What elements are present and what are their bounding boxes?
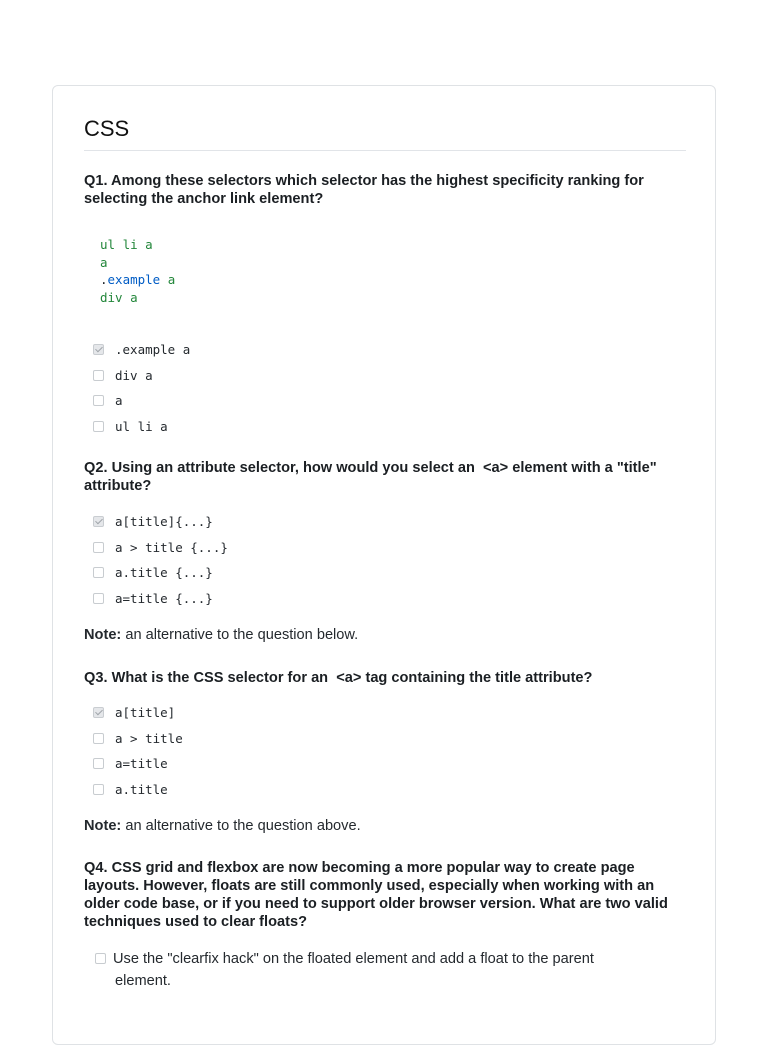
option-q1-1[interactable]: [93, 337, 190, 363]
code-class: example: [107, 272, 161, 288]
question-inline-code: <a>: [336, 670, 362, 686]
option-q2-2[interactable]: [93, 535, 228, 561]
page-title: CSS: [84, 116, 686, 151]
code-line: [100, 271, 175, 289]
option-q3-4[interactable]: [93, 777, 183, 803]
option-label-continued: element.: [115, 973, 171, 989]
note-bold: Note:: [84, 818, 122, 834]
option-q2-3[interactable]: [93, 560, 228, 586]
question-inline-code: <a>: [482, 460, 509, 476]
code-block-q1: [100, 236, 175, 306]
code-rest: a: [160, 272, 176, 288]
code-dot: .: [100, 272, 108, 288]
option-label: a: [115, 393, 123, 409]
option-q3-1[interactable]: [93, 700, 183, 726]
checkbox[interactable]: [93, 784, 104, 795]
checkbox[interactable]: [93, 567, 104, 578]
note-text: an alternative to the question below.: [121, 627, 359, 643]
checkbox[interactable]: [93, 395, 104, 406]
option-q3-2[interactable]: [93, 726, 183, 752]
question-text: tag containing the title attribute?: [365, 670, 593, 686]
option-label: div a: [115, 367, 153, 383]
option-label: a > title {...}: [115, 539, 228, 555]
options-q2: [93, 509, 228, 611]
checkbox-checked[interactable]: [93, 516, 104, 527]
checkbox[interactable]: [93, 421, 104, 432]
note-1: [84, 627, 358, 643]
checkbox-checked[interactable]: [93, 344, 104, 355]
option-label: ul li a: [115, 419, 168, 435]
option-label: a.title {...}: [115, 565, 213, 581]
option-q1-2[interactable]: [93, 363, 190, 389]
checkbox[interactable]: [95, 953, 106, 964]
option-q1-4[interactable]: [93, 414, 190, 440]
question-text: Q2. Using an attribute selector, how would you select an: [84, 460, 475, 476]
quiz-card: [52, 85, 716, 1045]
checkbox[interactable]: [93, 593, 104, 604]
question-text: Q3. What is the CSS selector for an: [84, 670, 329, 686]
question-2: [84, 459, 684, 495]
code-line: a: [100, 254, 108, 270]
option-label: Use the "clearfix hack" on the floated element and add a float to the parent: [113, 951, 594, 967]
option-q1-3[interactable]: [93, 388, 190, 414]
code-line: ul li a: [100, 237, 153, 252]
code-line: div a: [100, 289, 138, 305]
option-q2-4[interactable]: [93, 586, 228, 612]
option-label: a.title: [115, 782, 168, 798]
option-label: a=title: [115, 756, 168, 772]
option-q3-3[interactable]: [93, 751, 183, 777]
option-label: a=title {...}: [115, 591, 213, 607]
option-label: a[title]: [115, 705, 176, 721]
option-label: a > title: [115, 730, 183, 746]
option-label: .example a: [115, 342, 191, 358]
question-4: Q4. CSS grid and flexbox are now becoming a more popular way to create page layouts. However, floats are still commonly used, especially when working with an older code base, or if you need to support older browser version. What are two valid techniques used to clear floats?: [84, 860, 668, 930]
option-label: a[title]{...}: [115, 514, 213, 530]
note-text: an alternative to the question above.: [121, 818, 361, 834]
checkbox[interactable]: [93, 758, 104, 769]
checkbox[interactable]: [93, 370, 104, 381]
checkbox[interactable]: [93, 733, 104, 744]
question-text: element with a "title" attribute?: [84, 460, 657, 494]
checkbox-checked[interactable]: [93, 707, 104, 718]
note-bold: Note:: [84, 627, 122, 643]
checkbox[interactable]: [93, 542, 104, 553]
options-q1: [93, 337, 190, 439]
options-q3: [93, 700, 183, 802]
question-3: [84, 669, 684, 687]
option-q4-1[interactable]: [95, 948, 655, 992]
question-1: Q1. Among these selectors which selector has the highest specificity ranking for selecting the anchor link element?: [84, 173, 644, 207]
note-2: [84, 818, 361, 834]
option-q2-1[interactable]: [93, 509, 228, 535]
